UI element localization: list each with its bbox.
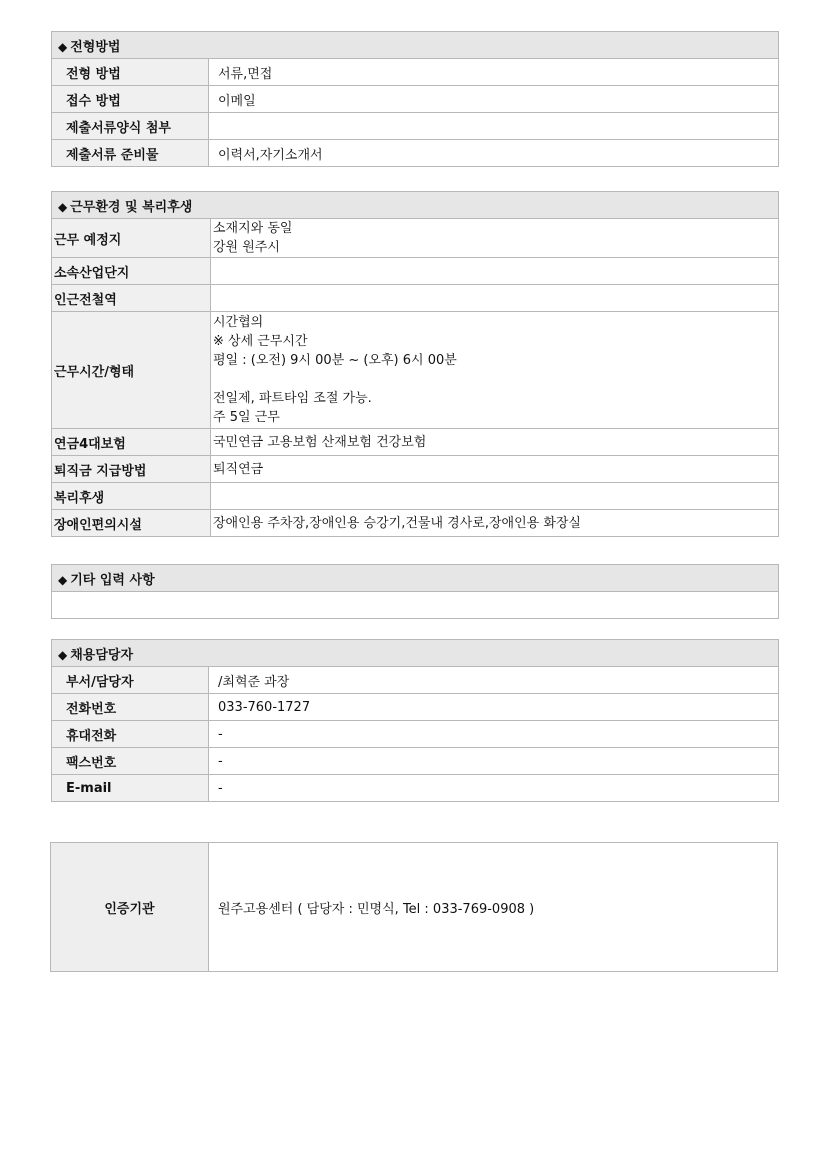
row-value: - bbox=[209, 721, 779, 748]
row-label: 전화번호 bbox=[52, 694, 209, 721]
row-label: E-mail bbox=[52, 775, 209, 802]
table-row bbox=[52, 748, 779, 775]
row-value: 이력서,자기소개서 bbox=[209, 140, 779, 167]
row-label: 휴대전화 bbox=[52, 721, 209, 748]
hours-line: 시간협의 bbox=[213, 315, 264, 330]
row-label: 복리후생 bbox=[52, 483, 211, 510]
row-value: 국민연금 고용보험 산재보험 건강보험 bbox=[211, 429, 779, 456]
table-row bbox=[52, 667, 779, 694]
certification-table bbox=[50, 842, 778, 972]
row-value: 서류,면접 bbox=[209, 59, 779, 86]
row-label: 소속산업단지 bbox=[52, 258, 211, 285]
section-title: 기타 입력 사항 bbox=[70, 572, 155, 588]
row-value: 장애인용 주차장,장애인용 승강기,건물내 경사로,장애인용 화장실 bbox=[211, 510, 779, 537]
row-label: 근무 예정지 bbox=[52, 219, 211, 258]
hours-value bbox=[211, 312, 779, 429]
section-header bbox=[52, 640, 779, 667]
row-label: 접수 방법 bbox=[52, 86, 209, 113]
row-value: - bbox=[209, 775, 779, 802]
row-value: - bbox=[209, 748, 779, 775]
row-label: 장애인편의시설 bbox=[52, 510, 211, 537]
row-value bbox=[209, 113, 779, 140]
section-title: 전형방법 bbox=[70, 39, 121, 55]
row-label: 인근전철역 bbox=[52, 285, 211, 312]
table-row bbox=[52, 219, 779, 258]
table-row bbox=[52, 59, 779, 86]
section-header bbox=[52, 192, 779, 219]
table-row bbox=[52, 510, 779, 537]
hours-line: 전일제, 파트타임 조절 가능. bbox=[213, 391, 372, 406]
etc-value bbox=[52, 592, 779, 619]
section-title: 채용담당자 bbox=[70, 647, 134, 663]
table-row bbox=[52, 86, 779, 113]
table-row bbox=[52, 721, 779, 748]
hours-line: ※ 상세 근무시간 bbox=[213, 334, 308, 349]
etc-table bbox=[51, 564, 779, 619]
table-row bbox=[52, 113, 779, 140]
row-label: 퇴직금 지급방법 bbox=[52, 456, 211, 483]
table-row bbox=[52, 694, 779, 721]
row-value: 이메일 bbox=[209, 86, 779, 113]
row-value bbox=[211, 285, 779, 312]
cert-value: 원주고용센터 ( 담당자 : 민명식, Tel : 033-769-0908 ) bbox=[209, 843, 778, 972]
table-row bbox=[51, 843, 778, 972]
row-label: 제출서류양식 첨부 bbox=[52, 113, 209, 140]
table-row bbox=[52, 429, 779, 456]
row-label: 연금4대보험 bbox=[52, 429, 211, 456]
table-row bbox=[52, 140, 779, 167]
table-row bbox=[52, 592, 779, 619]
workplace-line: 소재지와 동일 bbox=[213, 221, 293, 236]
hours-line: 주 5일 근무 bbox=[213, 410, 280, 425]
section-title: 근무환경 및 복리후생 bbox=[70, 199, 193, 215]
row-value: 퇴직연금 bbox=[211, 456, 779, 483]
diamond-icon: ◆ bbox=[58, 572, 68, 587]
table-row bbox=[52, 285, 779, 312]
row-value: 033-760-1727 bbox=[209, 694, 779, 721]
row-label: 부서/담당자 bbox=[52, 667, 209, 694]
table-row bbox=[52, 775, 779, 802]
table-row bbox=[52, 483, 779, 510]
row-label: 제출서류 준비물 bbox=[52, 140, 209, 167]
row-label: 전형 방법 bbox=[52, 59, 209, 86]
hours-line bbox=[213, 370, 778, 389]
cert-label: 인증기관 bbox=[51, 843, 209, 972]
row-value bbox=[211, 258, 779, 285]
diamond-icon: ◆ bbox=[58, 199, 68, 214]
work-environment-table bbox=[51, 191, 779, 537]
row-value: /최혁준 과장 bbox=[209, 667, 779, 694]
row-label: 팩스번호 bbox=[52, 748, 209, 775]
workplace-line: 강원 원주시 bbox=[213, 240, 280, 255]
hours-line: 평일 : (오전) 9시 00분 ~ (오후) 6시 00분 bbox=[213, 353, 457, 368]
table-row bbox=[52, 258, 779, 285]
diamond-icon: ◆ bbox=[58, 647, 68, 662]
section-header bbox=[52, 32, 779, 59]
diamond-icon: ◆ bbox=[58, 39, 68, 54]
section-header bbox=[52, 565, 779, 592]
selection-method-table bbox=[51, 31, 779, 167]
table-row bbox=[52, 312, 779, 429]
row-value bbox=[211, 483, 779, 510]
recruiter-table bbox=[51, 639, 779, 802]
workplace-value bbox=[211, 219, 779, 258]
table-row bbox=[52, 456, 779, 483]
row-label: 근무시간/형태 bbox=[52, 312, 211, 429]
